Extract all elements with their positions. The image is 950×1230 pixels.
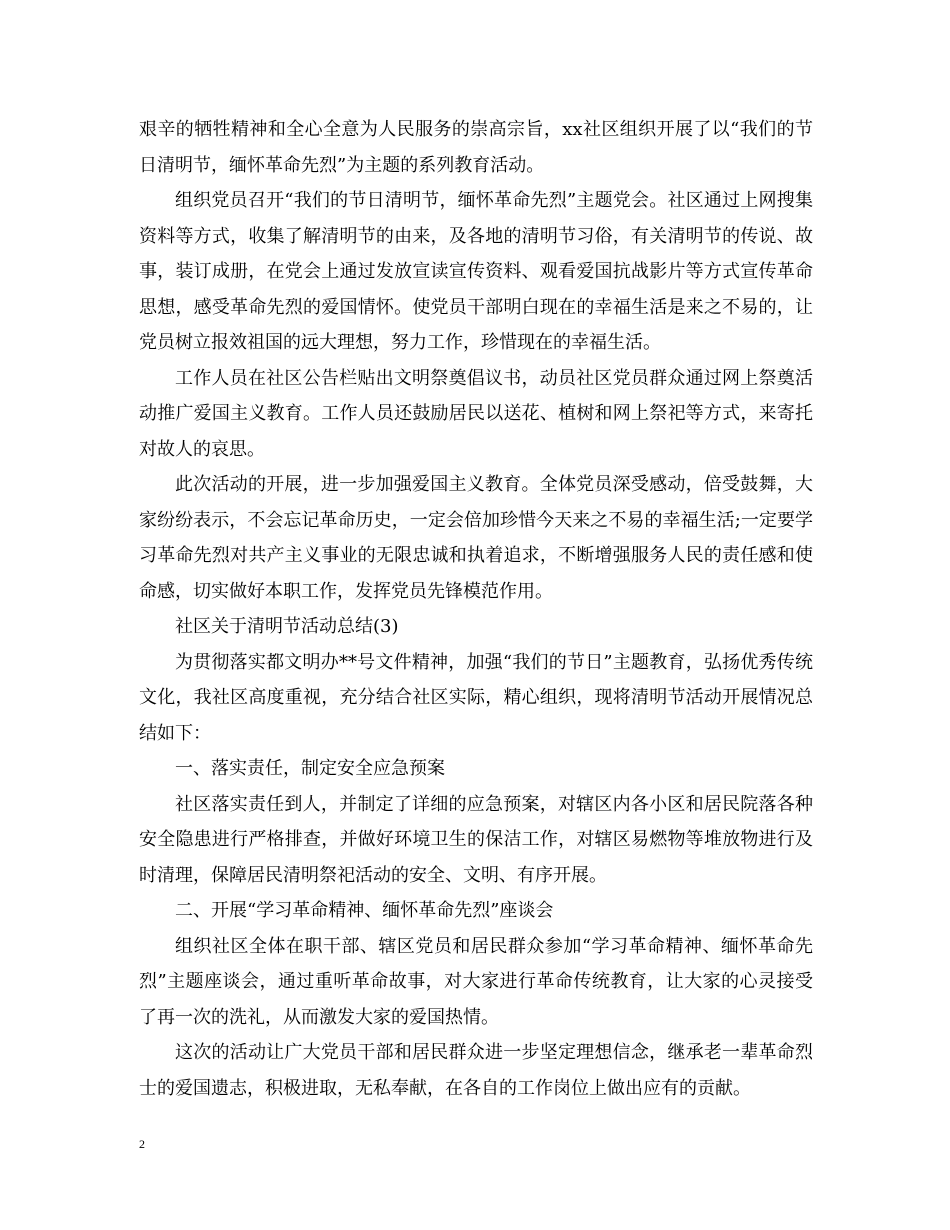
document-body xyxy=(139,112,813,1106)
paragraph-symposium: 组织社区全体在职干部、辖区党员和居民群众参加“学习革命精神、缅怀革命先烈”主题座谈会，通过重听革命故事，对大家进行革命传统教育，让大家的心灵接受了再一次的洗礼，从而激发大家的爱国热情。 xyxy=(139,935,813,1028)
heading-one: 一、落实责任，制定安全应急预案 xyxy=(175,758,445,779)
paragraph-conclusion: 这次的活动让广大党员干部和居民群众进一步坚定理想信念，继承老一辈革命烈士的爱国遗志，积极进取，无私奉献，在各自的工作岗位上做出应有的贡献。 xyxy=(139,1042,813,1099)
paragraph-continuation: 艰辛的牺牲精神和全心全意为人民服务的崇高宗旨，xx社区组织开展了以“我们的节日清明节，缅怀革命先烈”为主题的系列教育活动。 xyxy=(139,119,813,176)
paragraph-activity-results: 此次活动的开展，进一步加强爱国主义教育。全体党员深受感动，倍受鼓舞，大家纷纷表示，不会忘记革命历史，一定会倍加珍惜今天来之不易的幸福生活;一定要学习革命先烈对共产主义事业的无限忠诚和执着追求，不断增强服务人民的责任感和使命感，切实做好本职工作，发挥党员先锋模范作用。 xyxy=(139,474,813,602)
heading-two: 二、开展“学习革命精神、缅怀革命先烈”座谈会 xyxy=(175,900,554,921)
page-number: 2 xyxy=(139,1137,145,1151)
paragraph-online-memorial: 工作人员在社区公告栏贴出文明祭奠倡议书，动员社区党员群众通过网上祭奠活动推广爱国主义教育。工作人员还鼓励居民以送花、植树和网上祭祀等方式，来寄托对故人的哀思。 xyxy=(139,367,813,460)
section-title: 社区关于清明节活动总结(3) xyxy=(175,616,399,637)
paragraph-party-meeting: 组织党员召开“我们的节日清明节，缅怀革命先烈”主题党会。社区通过上网搜集资料等方式，收集了解清明节的由来，及各地的清明节习俗，有关清明节的传说、故事，装订成册，在党会上通过发放宣读宣传资料、观看爱国抗战影片等方式宣传革命思想，感受革命先烈的爱国情怀。使党员干部明白现在的幸福生活是来之不易的，让党员树立报效祖国的远大理想，努力工作，珍惜现在的幸福生活。 xyxy=(139,190,813,353)
paragraph-safety-plan: 社区落实责任到人，并制定了详细的应急预案，对辖区内各小区和居民院落各种安全隐患进行严格排查，并做好环境卫生的保洁工作，对辖区易燃物等堆放物进行及时清理，保障居民清明祭祀活动的安全、文明、有序开展。 xyxy=(139,793,813,886)
paragraph-intro: 为贯彻落实都文明办**号文件精神，加强“我们的节日”主题教育，弘扬优秀传统文化，我社区高度重视，充分结合社区实际，精心组织，现将清明节活动开展情况总结如下： xyxy=(139,651,813,744)
